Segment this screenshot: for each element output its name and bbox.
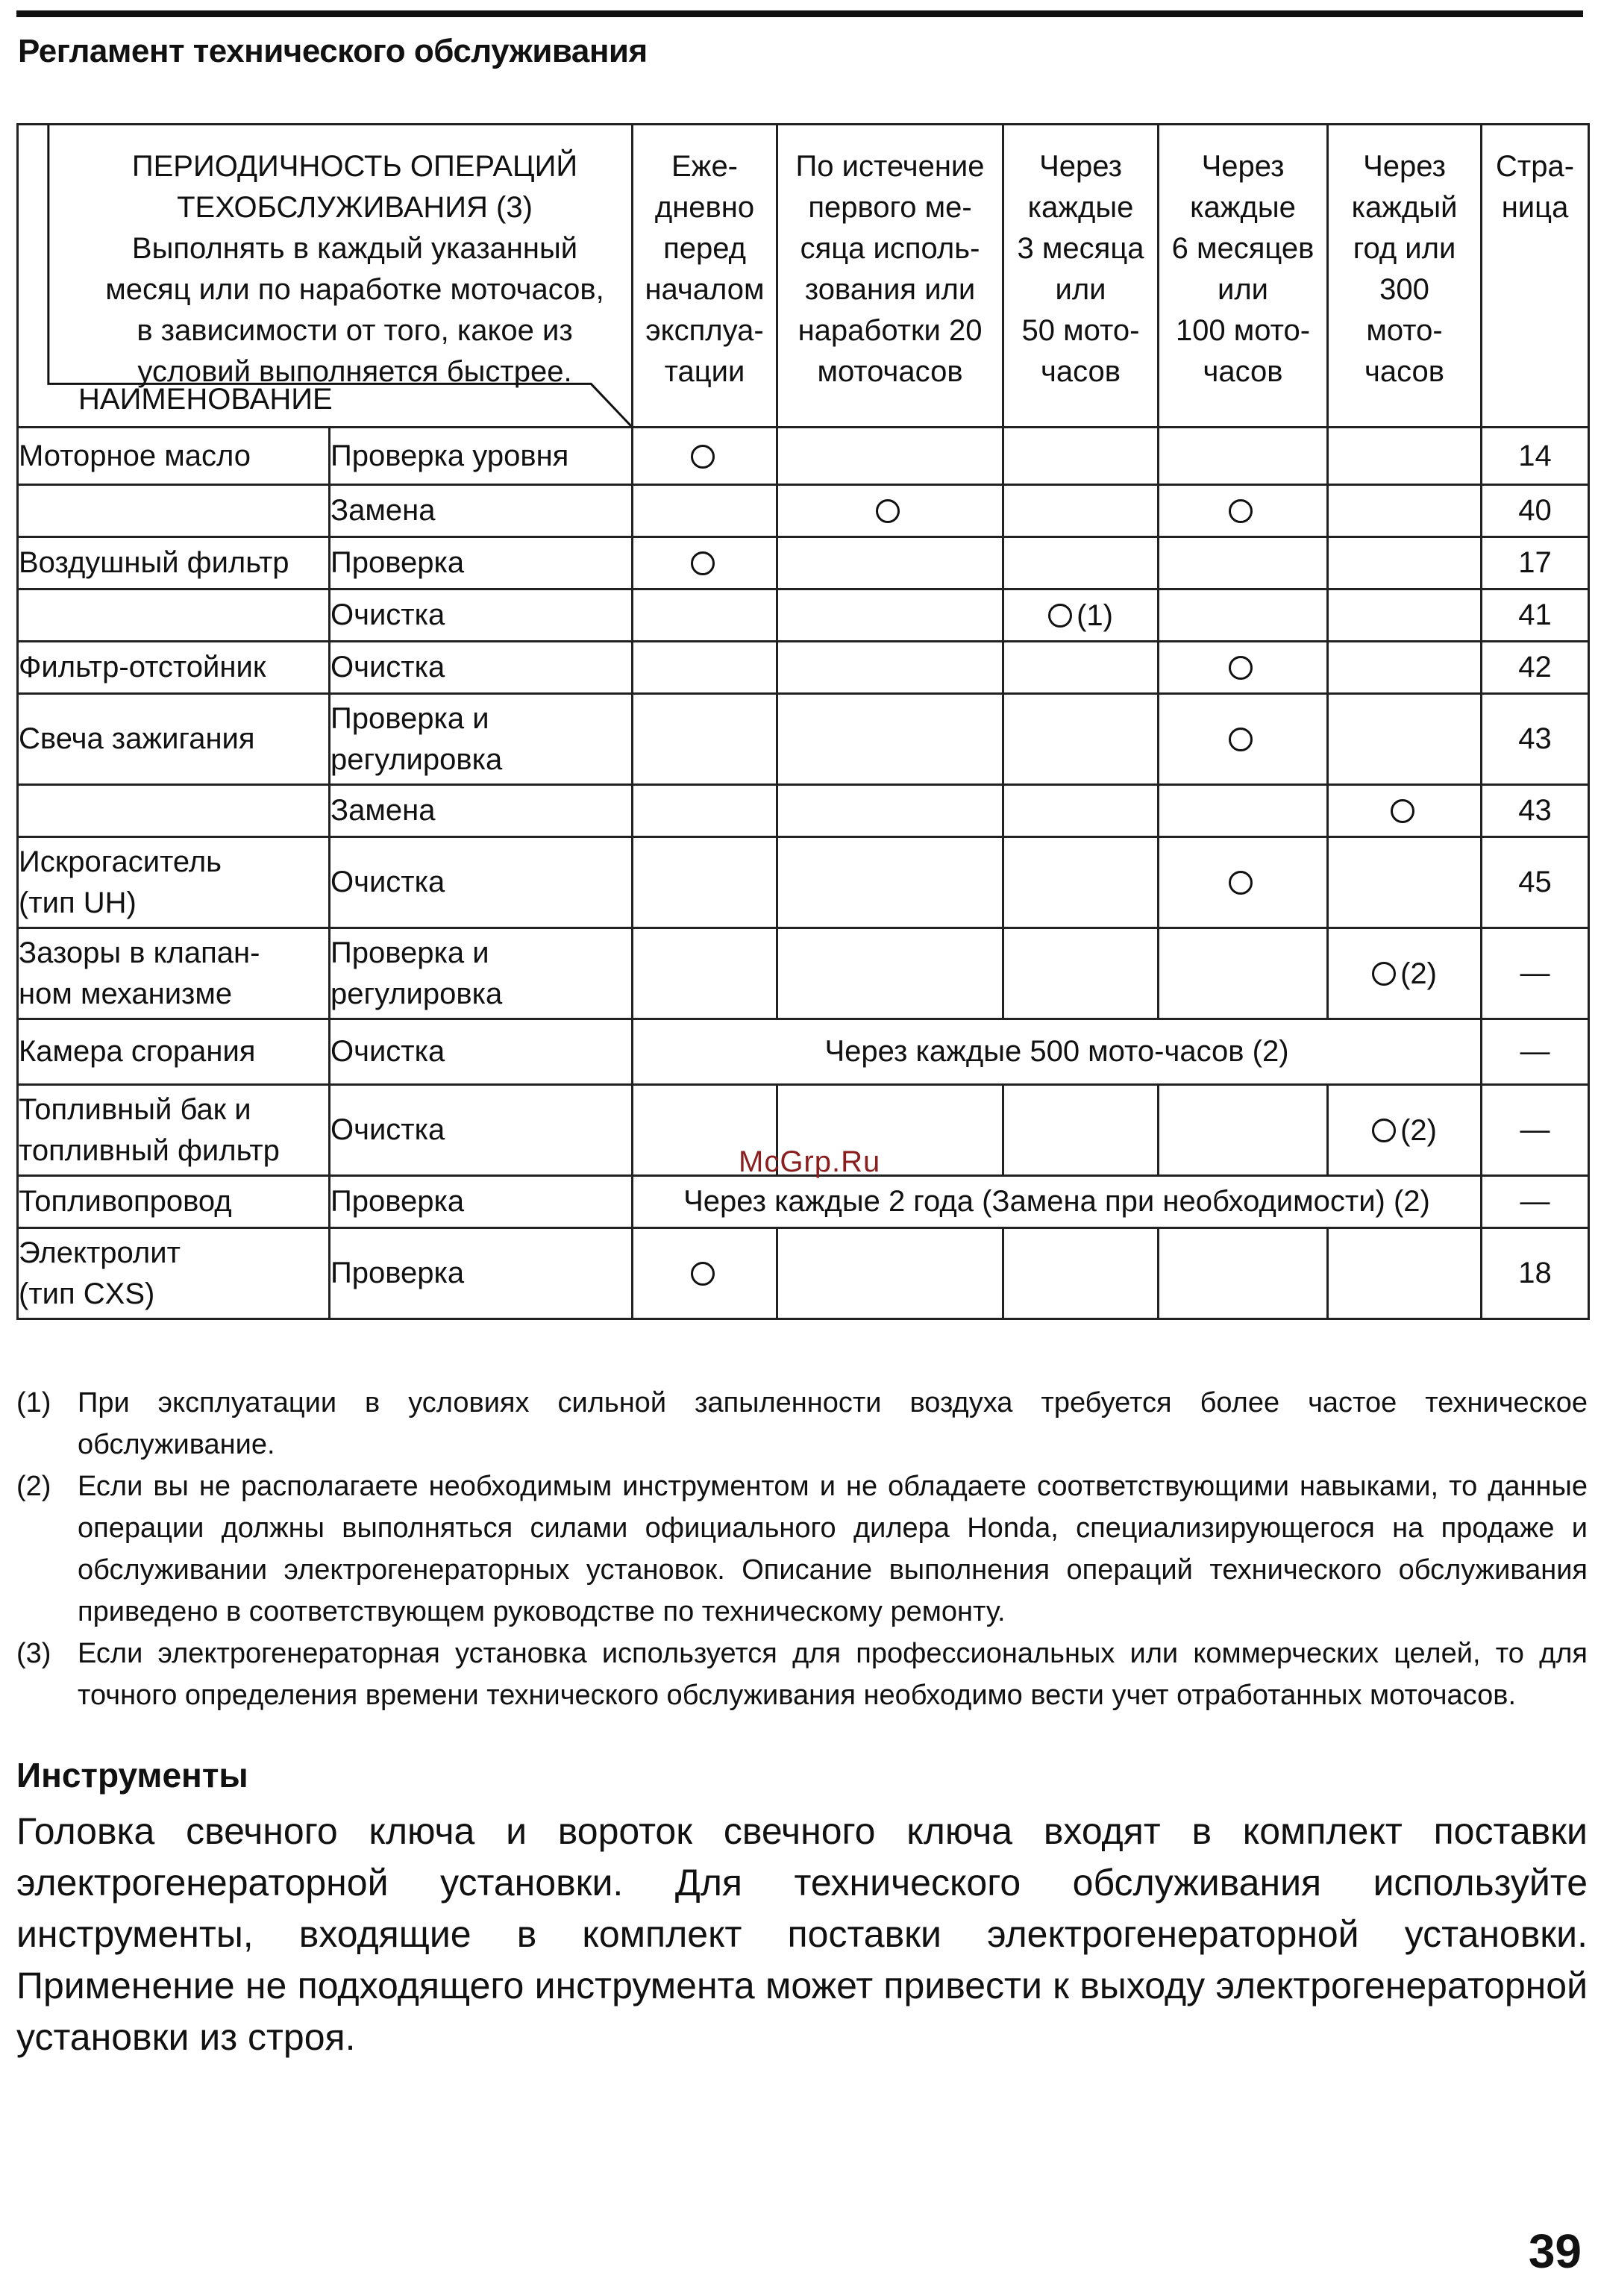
item-name-line: Воздушный фильтр bbox=[19, 546, 289, 579]
table-row bbox=[18, 1019, 1589, 1085]
column-header-line: По истечение bbox=[795, 150, 985, 183]
footnote-ref: (1) bbox=[1077, 598, 1113, 632]
circle-mark-icon bbox=[1229, 871, 1253, 895]
operation bbox=[330, 837, 633, 928]
schedule-cell bbox=[1328, 589, 1482, 642]
page-ref: 45 bbox=[1482, 837, 1589, 928]
col-6-months bbox=[1159, 125, 1328, 428]
operation-line: Проверка bbox=[330, 1185, 465, 1218]
operation bbox=[330, 537, 633, 589]
page-ref: 43 bbox=[1482, 694, 1589, 785]
page-ref: — bbox=[1482, 1176, 1589, 1228]
schedule-cell bbox=[1159, 485, 1328, 537]
schedule-cell bbox=[1328, 928, 1482, 1019]
page-number: 39 bbox=[1528, 2224, 1582, 2278]
schedule-cell bbox=[1003, 785, 1159, 837]
item-name-line: Фильтр-отстойник bbox=[19, 651, 266, 684]
operation bbox=[330, 928, 633, 1019]
column-header-line: каждые bbox=[1190, 191, 1296, 224]
item-name-line: Свеча зажигания bbox=[19, 722, 255, 755]
column-header-line: моточасов bbox=[817, 355, 963, 388]
circle-mark-icon bbox=[1229, 499, 1253, 523]
item-name-line: Электролит bbox=[19, 1236, 181, 1269]
page-ref: 14 bbox=[1482, 428, 1589, 485]
schedule-cell bbox=[1328, 642, 1482, 694]
operation bbox=[330, 428, 633, 485]
schedule-cell bbox=[777, 642, 1003, 694]
column-header-line: сяца исполь- bbox=[800, 232, 980, 265]
table-row bbox=[18, 694, 1589, 785]
circle-mark-icon bbox=[691, 445, 715, 469]
schedule-cell bbox=[777, 428, 1003, 485]
footnote bbox=[16, 1633, 1588, 1716]
item-name bbox=[18, 785, 330, 837]
operation-line: Очистка bbox=[330, 598, 445, 631]
schedule-cell bbox=[1328, 428, 1482, 485]
page-ref: — bbox=[1482, 928, 1589, 1019]
header-row bbox=[18, 125, 1589, 428]
table-row bbox=[18, 537, 1589, 589]
footnote-text: При эксплуатации в условиях сильной запыленности воздуха требуется более частое техническое обслуживание. bbox=[78, 1387, 1588, 1460]
column-header-line: Через bbox=[1039, 150, 1122, 183]
schedule-cell bbox=[1328, 785, 1482, 837]
col-3-months bbox=[1003, 125, 1159, 428]
name-column-label: НАИМЕНОВАНИЕ bbox=[78, 383, 333, 416]
column-header-line: Через bbox=[1363, 150, 1446, 183]
table-row bbox=[18, 642, 1589, 694]
operation-line: Очистка bbox=[330, 651, 445, 684]
operation-line: регулировка bbox=[330, 742, 503, 776]
page-ref: 43 bbox=[1482, 785, 1589, 837]
item-name-line: ном механизме bbox=[19, 977, 233, 1010]
footnotes bbox=[16, 1382, 1588, 1716]
column-header-line: 300 bbox=[1379, 273, 1429, 306]
schedule-cell bbox=[633, 642, 777, 694]
item-name-line: Искрогаситель bbox=[19, 845, 222, 878]
tools-paragraph: Головка свечного ключа и вороток свечного ключа входят в комплект поставки электрогенераторной установки. Для технического обслуживания используйте инструменты, входящие в комплект поставки электрогенераторной установки. Применение не подходящего инструмента может привести к выходу электрогенераторной установки из строя. bbox=[16, 1810, 1588, 2058]
schedule-cell bbox=[633, 537, 777, 589]
col-yearly bbox=[1328, 125, 1482, 428]
footnote-number: (1) bbox=[16, 1387, 51, 1418]
table-row bbox=[18, 428, 1589, 485]
table-row bbox=[18, 1176, 1589, 1228]
schedule-cell bbox=[633, 837, 777, 928]
interval-note: Через каждые 500 мото-часов (2) bbox=[633, 1019, 1482, 1085]
schedule-cell bbox=[1003, 1085, 1159, 1176]
schedule-cell bbox=[1159, 642, 1328, 694]
item-name bbox=[18, 642, 330, 694]
column-header-line: началом bbox=[645, 273, 765, 306]
footnote-text: Если вы не располагаете необходимым инструментом и не обладаете соответствующими навыками, то данные операции должны выполняться силами официального дилера Honda, специализирующегося на продаже и обслуживании электрогенераторных установок. Описание выполнения операций технического обслуживания приведено в соответствующем руководстве по техническому ремонту. bbox=[78, 1471, 1588, 1627]
item-name bbox=[18, 537, 330, 589]
operation-line: регулировка bbox=[330, 977, 503, 1010]
circle-mark-icon bbox=[1229, 728, 1253, 751]
column-header-line: 3 месяца bbox=[1017, 232, 1144, 265]
schedule-cell bbox=[1003, 589, 1159, 642]
item-name bbox=[18, 1085, 330, 1176]
operation bbox=[330, 1176, 633, 1228]
footnote bbox=[16, 1382, 1588, 1466]
col-daily bbox=[633, 125, 777, 428]
column-header-line: часов bbox=[1041, 355, 1121, 388]
schedule-cell bbox=[633, 928, 777, 1019]
schedule-cell bbox=[1159, 785, 1328, 837]
item-name-line: Топливопровод bbox=[19, 1185, 232, 1218]
schedule-cell bbox=[777, 785, 1003, 837]
operation-line: Замена bbox=[330, 494, 436, 527]
footnote-number: (3) bbox=[16, 1638, 51, 1669]
operation-line: Замена bbox=[330, 794, 436, 827]
operation bbox=[330, 785, 633, 837]
operation-line: Очистка bbox=[330, 1035, 445, 1068]
column-header-line: первого ме- bbox=[808, 191, 972, 224]
page-title: Регламент технического обслуживания bbox=[18, 33, 648, 69]
schedule-cell bbox=[777, 537, 1003, 589]
schedule-cell bbox=[777, 1228, 1003, 1319]
schedule-cell bbox=[633, 485, 777, 537]
operation bbox=[330, 1085, 633, 1176]
header-corner-cell bbox=[18, 125, 633, 428]
periodicity-note-line: месяц или по наработке моточасов, bbox=[105, 273, 604, 306]
column-header-line: Через bbox=[1201, 150, 1285, 183]
schedule-cell bbox=[633, 694, 777, 785]
schedule-cell bbox=[777, 837, 1003, 928]
column-header-line: мото- bbox=[1366, 314, 1443, 347]
item-name bbox=[18, 428, 330, 485]
col-first-month bbox=[777, 125, 1003, 428]
page-ref: — bbox=[1482, 1085, 1589, 1176]
schedule-cell bbox=[633, 589, 777, 642]
schedule-cell bbox=[1003, 537, 1159, 589]
schedule-cell bbox=[777, 589, 1003, 642]
column-header-line: 50 мото- bbox=[1021, 314, 1140, 347]
item-name-line: Зазоры в клапан- bbox=[19, 936, 260, 969]
page-ref: — bbox=[1482, 1019, 1589, 1085]
footnote-number: (2) bbox=[16, 1471, 51, 1502]
column-header-line: наработки 20 bbox=[798, 314, 983, 347]
schedule-cell bbox=[1159, 589, 1328, 642]
periodicity-note-line: ТЕХОБСЛУЖИВАНИЯ (3) bbox=[177, 191, 533, 224]
column-header-line: каждый bbox=[1351, 191, 1458, 224]
schedule-cell bbox=[1328, 837, 1482, 928]
schedule-cell bbox=[633, 1228, 777, 1319]
operation-line: Очистка bbox=[330, 1113, 445, 1146]
operation-line: Очистка bbox=[330, 866, 445, 898]
schedule-cell bbox=[1003, 837, 1159, 928]
table-row bbox=[18, 589, 1589, 642]
column-header-line: тации bbox=[664, 355, 745, 388]
schedule-cell bbox=[633, 785, 777, 837]
schedule-cell bbox=[1159, 928, 1328, 1019]
column-header-line: эксплуа- bbox=[645, 314, 764, 347]
column-header-line: ница bbox=[1501, 191, 1569, 224]
schedule-cell bbox=[1159, 694, 1328, 785]
operation bbox=[330, 694, 633, 785]
column-header-line: Стра- bbox=[1496, 150, 1575, 183]
table-row bbox=[18, 928, 1589, 1019]
page-ref: 42 bbox=[1482, 642, 1589, 694]
column-header-line: зования или bbox=[804, 273, 976, 306]
column-header-line: часов bbox=[1203, 355, 1283, 388]
column-header-line: 100 мото- bbox=[1175, 314, 1311, 347]
operation bbox=[330, 642, 633, 694]
page-ref: 18 bbox=[1482, 1228, 1589, 1319]
page-ref: 40 bbox=[1482, 485, 1589, 537]
column-header-line: или bbox=[1055, 273, 1106, 306]
footnote-text: Если электрогенераторная установка используется для профессиональных или коммерческих целей, то для точного определения времени технического обслуживания необходимо вести учет отработанных моточасов. bbox=[78, 1638, 1588, 1711]
table-row bbox=[18, 1228, 1589, 1319]
item-name bbox=[18, 1019, 330, 1085]
maintenance-schedule-table bbox=[16, 123, 1590, 1320]
periodicity-note-line: Выполнять в каждый указанный bbox=[131, 232, 578, 265]
item-name bbox=[18, 837, 330, 928]
item-name bbox=[18, 1228, 330, 1319]
circle-mark-icon bbox=[691, 1262, 715, 1286]
column-header-line: 6 месяцев bbox=[1171, 232, 1315, 265]
page-ref: 17 bbox=[1482, 537, 1589, 589]
page-ref: 41 bbox=[1482, 589, 1589, 642]
schedule-cell bbox=[1159, 1085, 1328, 1176]
item-name bbox=[18, 694, 330, 785]
col-page bbox=[1482, 125, 1589, 428]
item-name-line: Моторное масло bbox=[19, 439, 251, 472]
schedule-cell bbox=[1159, 428, 1328, 485]
circle-mark-icon bbox=[1372, 1119, 1396, 1142]
operation-line: Проверка bbox=[330, 546, 465, 579]
item-name bbox=[18, 589, 330, 642]
item-name bbox=[18, 928, 330, 1019]
schedule-cell bbox=[1328, 1085, 1482, 1176]
schedule-cell bbox=[1159, 537, 1328, 589]
operation bbox=[330, 1019, 633, 1085]
schedule-cell bbox=[777, 485, 1003, 537]
operation-line: Проверка и bbox=[330, 701, 489, 735]
schedule-cell bbox=[1003, 694, 1159, 785]
periodicity-note-line: ПЕРИОДИЧНОСТЬ ОПЕРАЦИЙ bbox=[131, 150, 578, 183]
circle-mark-icon bbox=[691, 551, 715, 575]
periodicity-note-line: в зависимости от того, какое из bbox=[137, 314, 573, 347]
schedule-cell bbox=[1003, 428, 1159, 485]
circle-mark-icon bbox=[1372, 962, 1396, 986]
operation bbox=[330, 589, 633, 642]
item-name bbox=[18, 485, 330, 537]
item-name-line: Камера сгорания bbox=[19, 1035, 256, 1068]
schedule-cell bbox=[777, 694, 1003, 785]
schedule-cell bbox=[1328, 485, 1482, 537]
column-header-line: или bbox=[1218, 273, 1269, 306]
schedule-cell bbox=[1328, 694, 1482, 785]
schedule-cell bbox=[1328, 1228, 1482, 1319]
schedule-cell bbox=[1159, 1228, 1328, 1319]
circle-mark-icon bbox=[1048, 604, 1072, 628]
circle-mark-icon bbox=[1229, 656, 1253, 680]
schedule-cell bbox=[777, 928, 1003, 1019]
schedule-cell bbox=[1003, 1228, 1159, 1319]
watermark: McGrp.Ru bbox=[739, 1145, 881, 1178]
column-header-line: перед bbox=[663, 232, 746, 265]
tools-heading: Инструменты bbox=[16, 1756, 248, 1795]
column-header-line: Еже- bbox=[671, 150, 739, 183]
operation-line: Проверка уровня bbox=[330, 439, 569, 472]
schedule-cell bbox=[1003, 485, 1159, 537]
schedule-cell bbox=[633, 428, 777, 485]
circle-mark-icon bbox=[1391, 799, 1414, 823]
column-header-line: дневно bbox=[654, 191, 755, 224]
circle-mark-icon bbox=[876, 499, 900, 523]
table-row bbox=[18, 485, 1589, 537]
interval-note: Через каждые 2 года (Замена при необходимости) (2) bbox=[633, 1176, 1482, 1228]
item-name-line: (тип CXS) bbox=[19, 1277, 155, 1310]
footnote bbox=[16, 1466, 1588, 1633]
schedule-cell bbox=[1003, 928, 1159, 1019]
item-name-line: Топливный бак и bbox=[19, 1092, 251, 1126]
operation-line: Проверка bbox=[330, 1257, 465, 1289]
column-header-line: каждые bbox=[1027, 191, 1134, 224]
operation-line: Проверка и bbox=[330, 936, 489, 969]
item-name-line: (тип UH) bbox=[19, 886, 137, 919]
operation bbox=[330, 485, 633, 537]
schedule-cell bbox=[1003, 642, 1159, 694]
operation bbox=[330, 1228, 633, 1319]
table-row bbox=[18, 785, 1589, 837]
column-header-line: часов bbox=[1364, 355, 1445, 388]
top-rule bbox=[16, 10, 1583, 17]
table-row bbox=[18, 837, 1589, 928]
footnote-ref: (2) bbox=[1400, 1113, 1437, 1147]
schedule-cell bbox=[1159, 837, 1328, 928]
column-header-line: год или bbox=[1353, 232, 1456, 265]
footnote-ref: (2) bbox=[1400, 957, 1437, 990]
item-name-line: топливный фильтр bbox=[19, 1133, 280, 1167]
item-name bbox=[18, 1176, 330, 1228]
periodicity-note-line: условий выполняется быстрее. bbox=[137, 355, 572, 388]
schedule-cell bbox=[1328, 537, 1482, 589]
